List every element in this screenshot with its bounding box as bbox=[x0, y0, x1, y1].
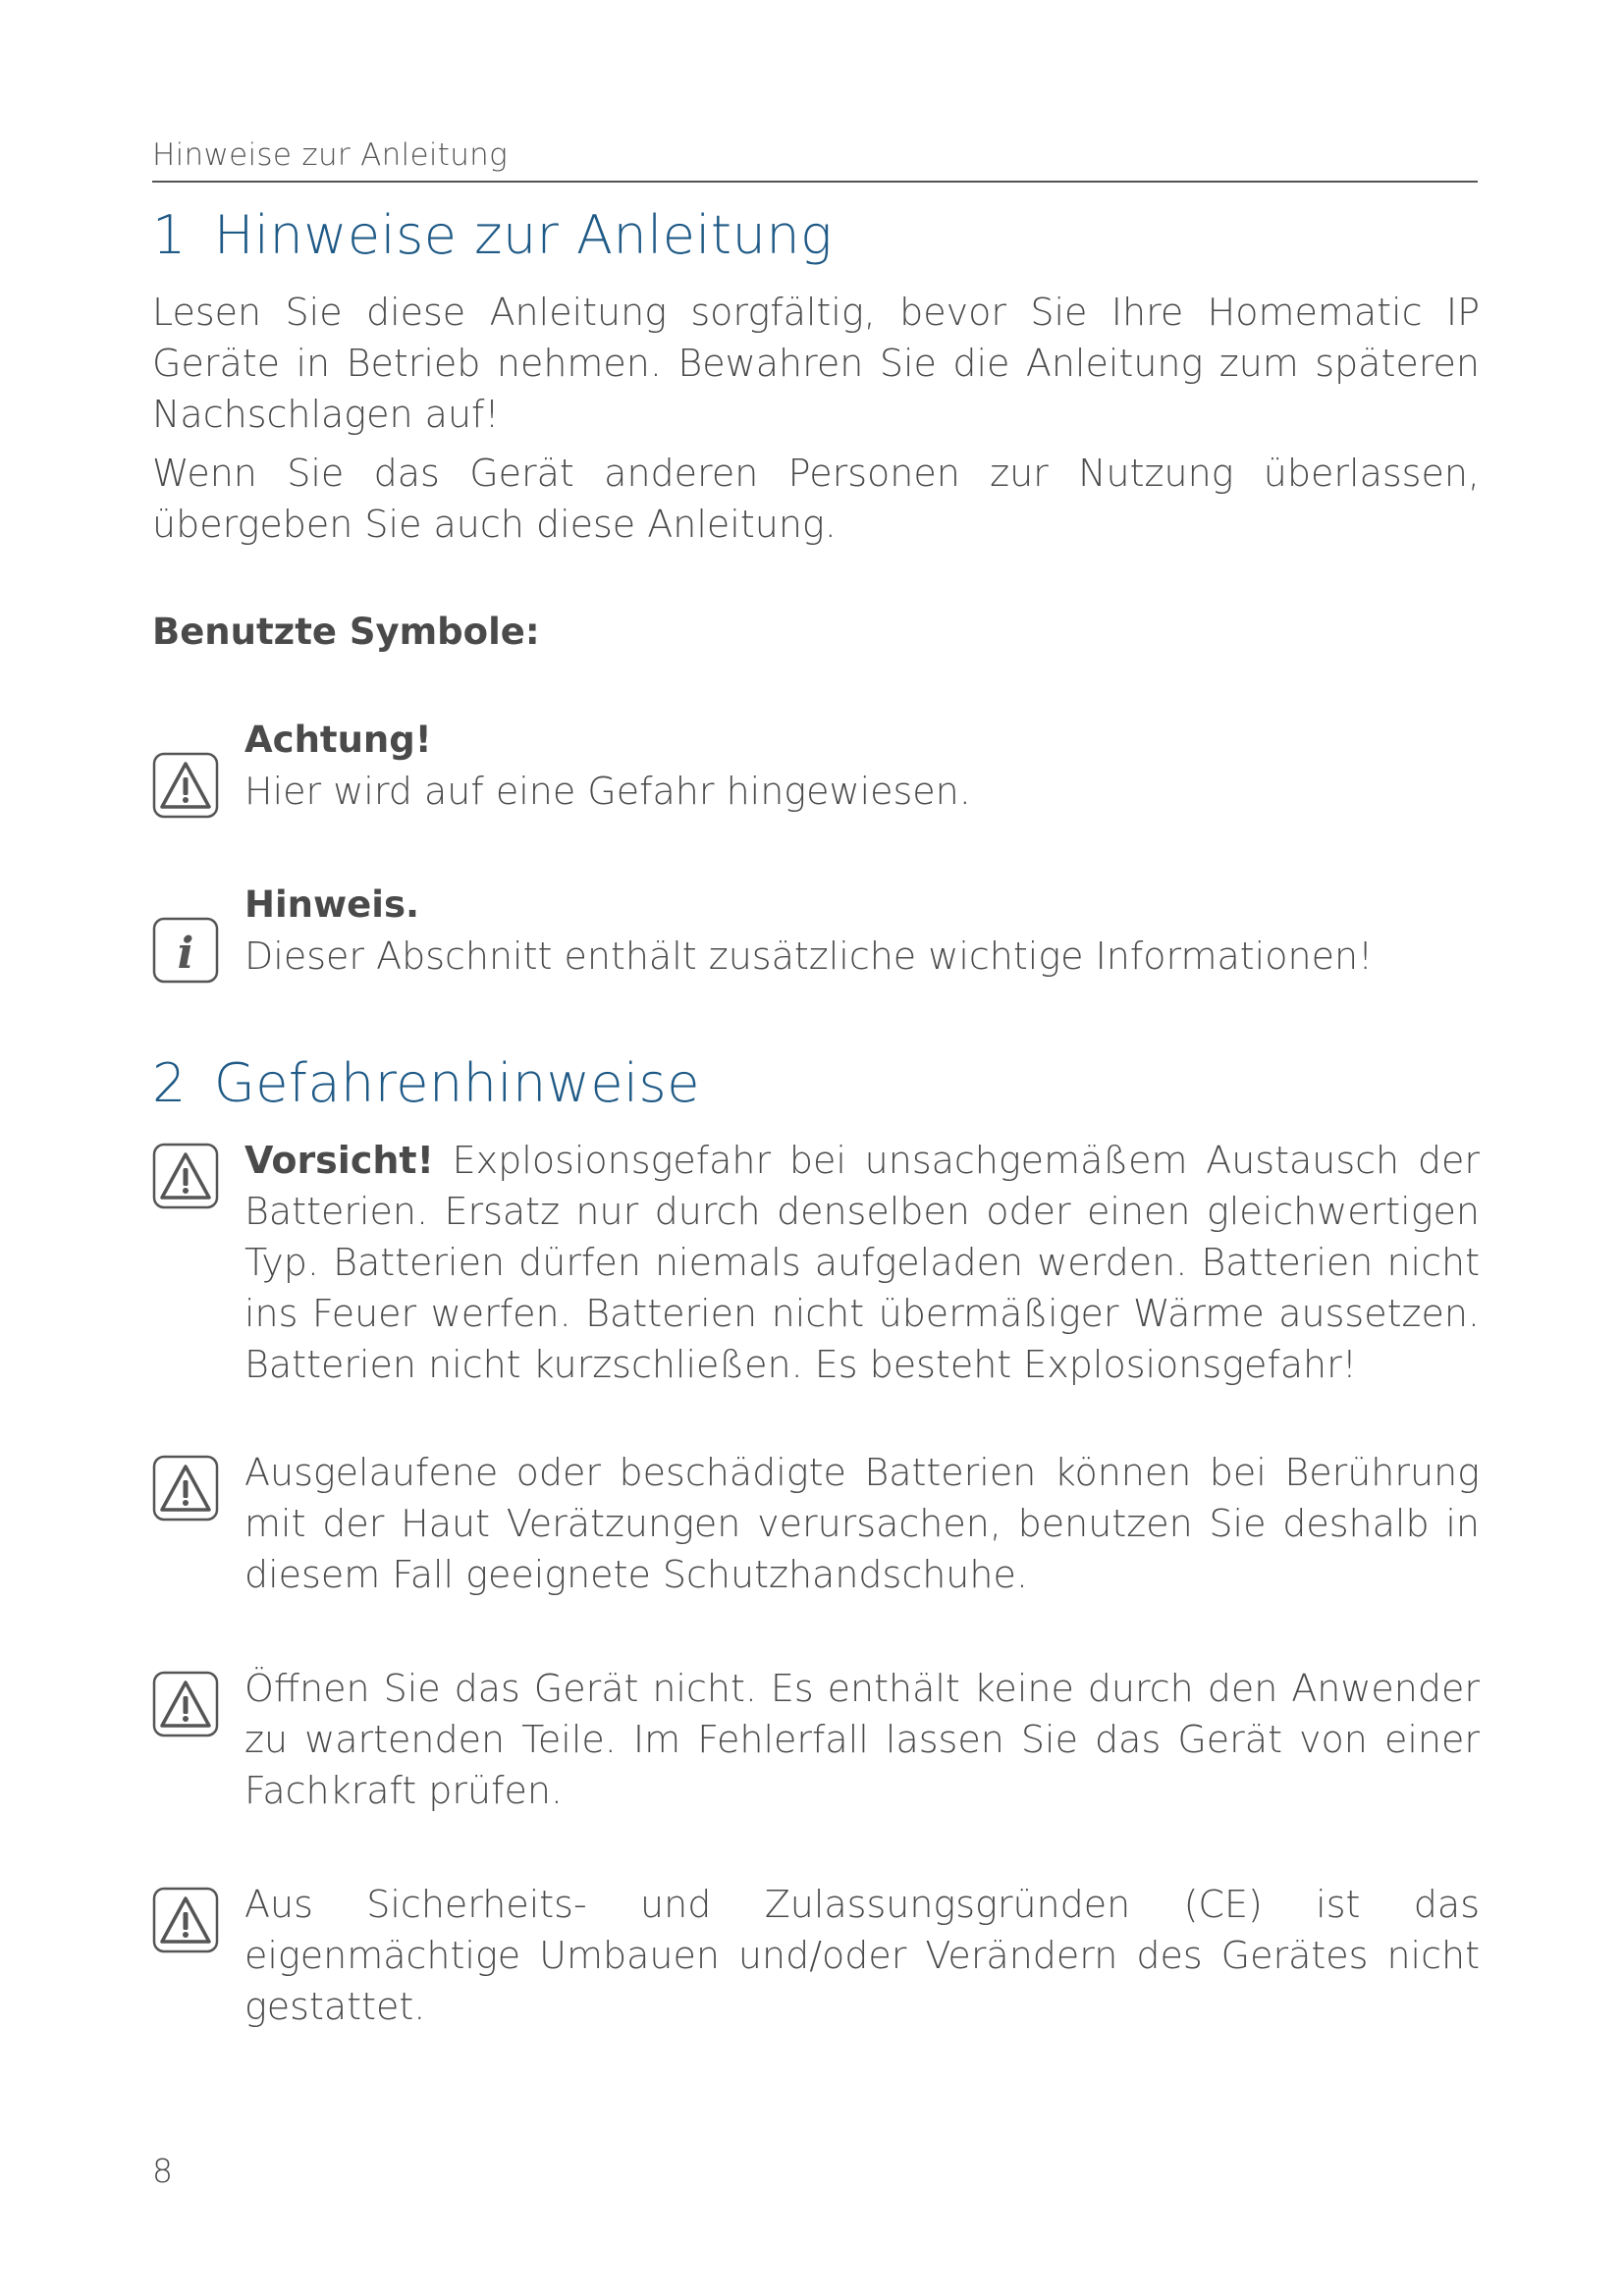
info-icon bbox=[152, 917, 219, 984]
symbols-title: Benutzte Symbole: bbox=[152, 611, 540, 653]
warning-text: Aus Sicherheits- und Zulassungsgründen (CE) ist das eigenmächtige Umbauen und/oder Verändern des Gerätes nicht gestattet. bbox=[244, 1883, 1480, 2028]
section-2-heading bbox=[152, 1052, 700, 1114]
symbol-heading-info: Hinweis. bbox=[244, 883, 420, 926]
section-1-number: 1 bbox=[152, 204, 187, 266]
warning-icon bbox=[152, 1671, 219, 1737]
warning-text: Öffnen Sie das Gerät nicht. Es enthält keine durch den Anwender zu wartenden Teile. Im Fehlerfall lassen Sie das Gerät von einer Fachkraft prüfen. bbox=[244, 1667, 1480, 1812]
warning-icon bbox=[152, 752, 219, 819]
symbol-text-warning: Hier wird auf eine Gefahr hingewiesen. bbox=[244, 770, 971, 813]
running-header: Hinweise zur Anleitung bbox=[152, 137, 1478, 183]
warning-text: Explosionsgefahr bei unsachgemäßem Austausch der Batterien. Ersatz nur durch denselben oder einen gleichwertigen Typ. Batterien dürfen niemals aufgeladen werden. Batterien nicht ins Feuer werfen. Batterien nicht übermäßiger Wärme aussetzen. Batterien nicht kurzschließen. Es besteht Explosionsgefahr! bbox=[244, 1139, 1480, 1386]
warning-lead: Vorsicht! bbox=[244, 1139, 434, 1182]
warning-icon bbox=[152, 1143, 219, 1209]
section-2-number: 2 bbox=[152, 1052, 187, 1114]
section-1-title: Hinweise zur Anleitung bbox=[213, 204, 833, 266]
warning-icon bbox=[152, 1455, 219, 1522]
symbol-text-info: Dieser Abschnitt enthält zusätzliche wichtige Informationen! bbox=[244, 934, 1374, 978]
warning-icon bbox=[152, 1887, 219, 1953]
intro-paragraph-2: Wenn Sie das Gerät anderen Personen zur Nutzung überlassen, übergeben Sie auch diese Anleitung. bbox=[152, 452, 1480, 546]
svg-text:i: i bbox=[177, 929, 194, 979]
symbol-heading-warning: Achtung! bbox=[244, 719, 432, 761]
intro-paragraph-1: Lesen Sie diese Anleitung sorgfältig, bevor Sie Ihre Homematic IP Geräte in Betrieb nehmen. Bewahren Sie die Anleitung zum späteren Nachschlagen auf! bbox=[152, 291, 1480, 436]
warning-text: Ausgelaufene oder beschädigte Batterien können bei Berührung mit der Haut Verätzungen verursachen, benutzen Sie deshalb in diesem Fall geeignete Schutzhandschuhe. bbox=[244, 1451, 1480, 1596]
page-number: 8 bbox=[152, 2152, 173, 2190]
section-2-title: Gefahrenhinweise bbox=[213, 1052, 700, 1114]
section-1-heading bbox=[152, 204, 833, 266]
